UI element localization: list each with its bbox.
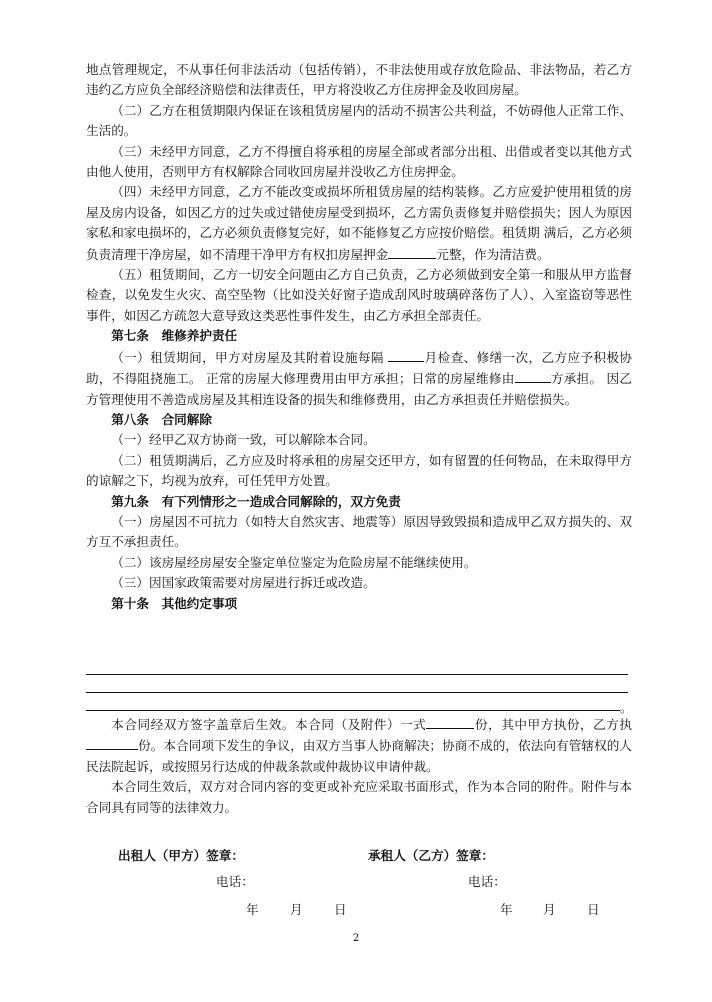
clause-6-4-end: 元整，作为清洁费。 [436, 246, 550, 262]
article-8-heading: 第八条 合同解除 [111, 411, 212, 427]
page-number: 2 [352, 933, 360, 944]
copies-count-blank[interactable] [426, 714, 474, 729]
clause-6-5: （五）租赁期间，乙方一切安全问题由乙方自己负责，乙方必须做到安全第一和服从甲方监督检查，以免发生火灾、高空坠物（比如没关好窗子造成刮风时玻璃碎落伤了人）、入室盗窃等恶性事件，如因乙方疏忽大意导致这类恶性事件发生，由乙方承担全部责任。 [86, 267, 632, 323]
clause-7-1-text-c: 方承担。 因乙方管理使用不善造成房屋及其相连设备的损失和维修费用，由乙方承担责任并赔偿损失。 [86, 371, 632, 407]
lessor-date-year: 年 [246, 902, 259, 917]
article-7-heading: 第七条 维修养护责任 [111, 328, 238, 344]
clause-8-2: （二）租赁期满后，乙方应及时将承租的房屋交还甲方，如有留置的任何物品，在未取得甲方的谅解之下，均视为放弃，可任凭甲方处置。 [86, 452, 632, 489]
other-terms-line-2[interactable] [86, 692, 628, 693]
other-terms-line-3[interactable] [86, 710, 620, 711]
lessor-signature-label: 出租人（甲方）签章： [118, 848, 244, 863]
clause-6-3: （三）未经甲方同意，乙方不得擅自将承租的房屋全部或者部分出租、出借或者变以其他方式由他人使用，否则甲方有权解除合同收回房屋并没收乙方住房押金。 [86, 143, 632, 180]
clause-9-2: （二）该房屋经房屋安全鉴定单位鉴定为危险房屋不能继续使用。 [111, 554, 477, 570]
lessee-copies-blank[interactable] [86, 735, 138, 750]
clause-9-1: （一）房屋因不可抗力（如特大自然灾害、地震等）原因导致毁损和造成甲乙双方损失的、双方互不承担责任。 [86, 513, 632, 550]
clause-6-2: （二）乙方在租赁期限内保证在该租赁房屋内的活动不损害公共利益，不妨碍他人正常工作、生活的。 [86, 102, 632, 139]
lessee-phone-label: 电话： [468, 874, 506, 889]
deposit-amount-blank[interactable] [388, 244, 436, 259]
clause-6-4 [86, 182, 632, 265]
contract-closing [86, 714, 632, 818]
lessor-phone-label: 电话： [216, 874, 254, 889]
closing-amendment-paragraph: 本合同生效后，双方对合同内容的变更或补充应采取书面形式，作为本合同的附件。附件与本合同具有同等的法律效力。 [86, 779, 632, 815]
lessee-date-month: 月 [543, 902, 556, 917]
clause-6-4-text: （四）未经甲方同意，乙方不能改变或损坏所租赁房屋的结构装修。乙方应爱护使用租赁的房屋及房内设备，如因乙方的过失或过错使房屋受到损坏，乙方需负责修复并赔偿损失；因人为原因家私和家电损坏的，乙方必须负责修复完好，如不能修复乙方应按价赔偿。租赁期 满后，乙方必须负责清理干净房屋，如不清理干净甲方有权扣房屋押金 [86, 184, 632, 262]
contract-body [86, 60, 632, 614]
lessee-date-day: 日 [587, 902, 600, 917]
lessee-signature-label: 承租人（乙方）签章： [368, 848, 494, 863]
repair-party-blank[interactable] [515, 368, 551, 383]
inspection-interval-blank[interactable] [388, 347, 424, 362]
lessor-date-day: 日 [334, 902, 347, 917]
closing-text-a: 本合同经双方签字盖章后生效。本合同（及附件）一式 [111, 717, 427, 732]
other-terms-end-mark: 。 [620, 700, 633, 715]
clause-7-1 [86, 347, 632, 410]
closing-text-b: 份，其中甲方执份，乙方执 [474, 717, 633, 732]
lessee-date-year: 年 [500, 902, 513, 917]
clause-8-1: （一）经甲乙双方协商一致，可以解除本合同。 [111, 432, 376, 448]
lessor-date-month: 月 [290, 902, 303, 917]
clause-7-1-text-a: （一）租赁期间，甲方对房屋及其附着设施每隔 [111, 349, 389, 365]
other-terms-line-1[interactable] [86, 674, 628, 675]
clause-7-1-text-b: 月检查、修缮一次，乙方应予积极协助，不得阻挠施工。 正常的房屋大修理费用由甲方承担；日常的房屋维修由 [86, 349, 632, 387]
clause-9-3: （三）因国家政策需要对房屋进行拆迁或改造。 [111, 575, 376, 591]
closing-effect-paragraph [86, 714, 632, 777]
article-10-heading: 第十条 其他约定事项 [111, 595, 238, 611]
paragraph-continuation: 地点管理规定，不从事任何非法活动（包括传销），不非法使用或存放危险品、非法物品，若乙方违约乙方应负全部经济赔偿和法律责任，甲方将没收乙方住房押金及收回房屋。 [86, 62, 632, 98]
article-9-heading: 第九条 有下列情形之一造成合同解除的，双方免责 [111, 493, 401, 509]
closing-text-c: 份。本合同项下发生的争议，由双方当事人协商解决；协商不成的，依法向有管辖权的人民法院起诉，或按照另行达成的仲裁条款或仲裁协议申请仲裁。 [86, 738, 632, 774]
